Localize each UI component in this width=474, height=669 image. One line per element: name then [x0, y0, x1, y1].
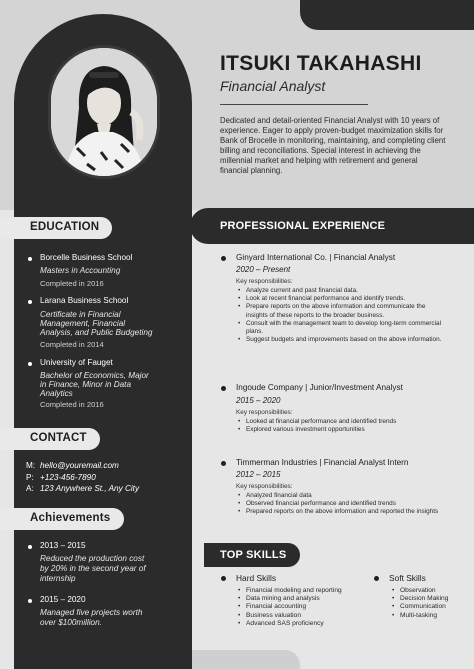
education-degree-line: Analysis, and Public Budgeting [40, 328, 153, 337]
job-dates: 2012 – 2015 [236, 470, 281, 479]
responsibility-list [236, 492, 448, 517]
achievement-line: by 20% in the second year of [40, 564, 146, 573]
skill-bullet [374, 576, 379, 581]
job-title: Ingoude Company | Junior/Investment Analyst [236, 383, 403, 392]
list-item: • Financial accounting [236, 603, 342, 611]
education-school: Borcelle Business School [40, 253, 133, 262]
education-degree: Masters in Accounting [40, 266, 121, 275]
education-completed: Completed in 2016 [40, 279, 104, 288]
job-bullet [221, 386, 226, 391]
profile-summary: Dedicated and detail-oriented Financial Analyst with 10 years of experience. Eager to apply proven-budget maximization skills for Bank of Brocelle in monitoring, maintaining, and completing client billing and reconciliations. Special interest in achieving the millennial market and helping with retirement and general financial planning. [220, 116, 446, 175]
education-heading: EDUCATION [0, 217, 112, 239]
responsibility-list [236, 418, 448, 434]
hard-skills-list [236, 587, 342, 628]
education-degree-line: Certificate in Financial [40, 310, 121, 319]
achievements-heading: Achievements [0, 508, 124, 530]
skills-heading: TOP SKILLS [220, 549, 287, 561]
hard-skills-heading: Hard Skills [236, 573, 277, 583]
education-completed: Completed in 2016 [40, 400, 104, 409]
list-item: • Look at recent financial performance and identify trends. [236, 295, 448, 303]
key-responsibilities-label: Key responsibilities: [236, 483, 293, 490]
list-item: • Looked at financial performance and identified trends [236, 418, 448, 426]
list-item: • Financial modeling and reporting [236, 587, 342, 595]
education-bullet [28, 257, 32, 261]
phone-label: P: [26, 473, 34, 482]
profile-photo [48, 45, 160, 179]
skill-bullet [221, 576, 226, 581]
responsibility-list [236, 287, 448, 344]
contact-heading: CONTACT [0, 428, 100, 450]
education-degree-line: Bachelor of Economics, Major [40, 371, 149, 380]
list-item: • Analyzed financial data [236, 492, 448, 500]
list-item: • Decision Making [390, 595, 448, 603]
list-item: • Consult with the management team to develop long-term commercial plans. [236, 320, 448, 336]
education-school: University of Fauget [40, 358, 113, 367]
list-item: • Suggest budgets and improvements based on the above information. [236, 336, 448, 344]
address-label: A: [26, 484, 34, 493]
list-item: • Observed financial performance and identified trends [236, 500, 448, 508]
divider [220, 104, 368, 105]
achievement-period: 2015 – 2020 [40, 595, 86, 604]
list-item: • Communication [390, 603, 448, 611]
list-item: • Multi-tasking [390, 612, 448, 620]
list-item: • Analyze current and past financial data. [236, 287, 448, 295]
email-value[interactable]: hello@youremail.com [40, 461, 119, 470]
soft-skills-heading: Soft Skills [389, 573, 426, 583]
education-school: Larana Business School [40, 296, 129, 305]
education-degree-line: Analytics [40, 389, 73, 398]
decorative-bar-top [300, 0, 474, 30]
list-item: • Observation [390, 587, 448, 595]
job-title: Ginyard International Co. | Financial Analyst [236, 253, 396, 262]
decorative-pill-bottom [180, 650, 300, 669]
page-title: ITSUKI TAKAHASHI [220, 52, 422, 75]
key-responsibilities-label: Key responsibilities: [236, 409, 293, 416]
list-item: • Prepared reports on the above information and reported the insights [236, 508, 448, 516]
education-bullet [28, 362, 32, 366]
address-value: 123 Anywhere St., Any City [40, 484, 140, 493]
job-role: Financial Analyst [220, 78, 326, 94]
job-dates: 2020 – Present [236, 265, 291, 274]
experience-heading: PROFESSIONAL EXPERIENCE [220, 220, 386, 232]
education-bullet [28, 300, 32, 304]
education-degree-line: in Finance, Minor in Data [40, 380, 132, 389]
key-responsibilities-label: Key responsibilities: [236, 278, 293, 285]
list-item: • Advanced SAS proficiency [236, 620, 342, 628]
job-dates: 2015 – 2020 [236, 396, 281, 405]
achievement-line: internship [40, 574, 76, 583]
achievement-bullet [28, 545, 32, 549]
list-item: • Business valuation [236, 612, 342, 620]
email-label: M: [26, 461, 36, 470]
achievement-bullet [28, 599, 32, 603]
achievement-line: Reduced the production cost [40, 554, 145, 563]
education-completed: Completed in 2014 [40, 340, 104, 349]
education-degree-line: Management, Financial [40, 319, 126, 328]
list-item: • Prepare reports on the above information and communicate the insights of these reports to the broader business. [236, 303, 448, 319]
job-bullet [221, 256, 226, 261]
phone-value[interactable]: +123-456-7890 [40, 473, 96, 482]
achievement-line: Managed five projects worth [40, 608, 143, 617]
list-item: • Explored various investment opportunities [236, 426, 448, 434]
achievement-period: 2013 – 2015 [40, 541, 86, 550]
soft-skills-list [390, 587, 448, 620]
job-title: Timmerman Industries | Financial Analyst Intern [236, 458, 409, 467]
achievement-line: over $100million. [40, 618, 102, 627]
job-bullet [221, 461, 226, 466]
list-item: • Data mining and analysis [236, 595, 342, 603]
